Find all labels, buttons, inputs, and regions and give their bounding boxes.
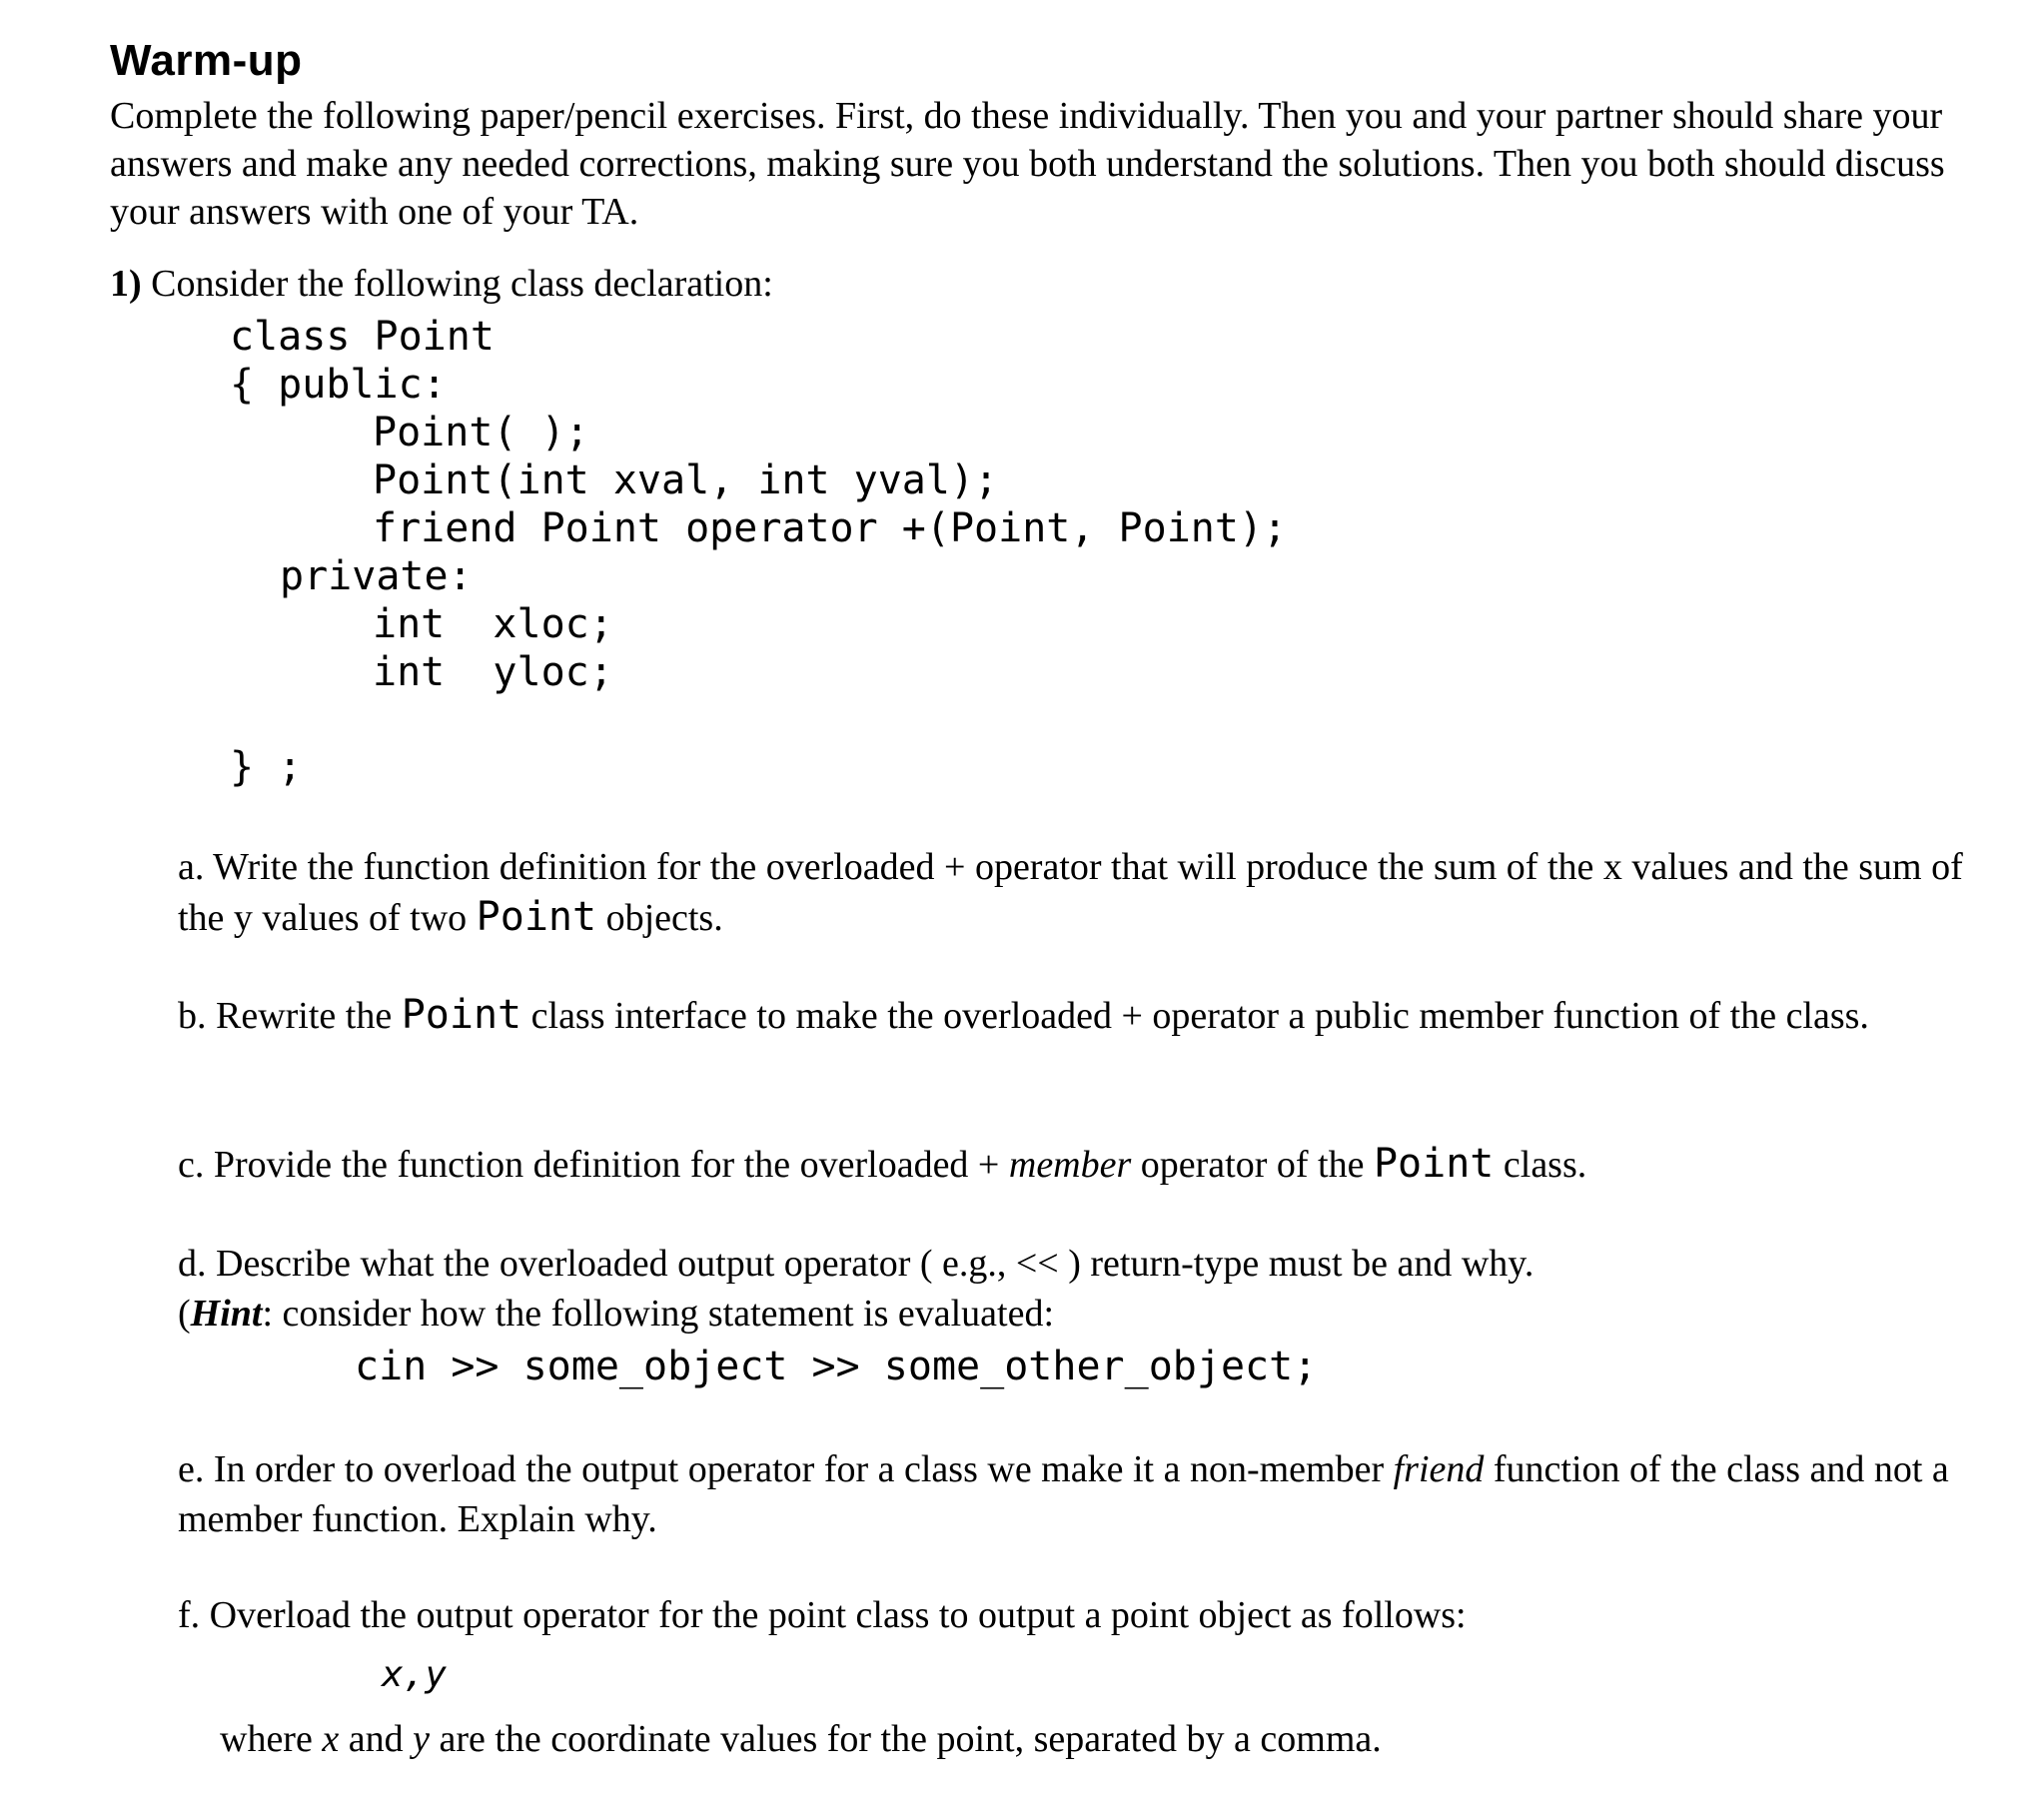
part-c-text-end: class. [1494,1144,1587,1186]
hint-open-paren: ( [178,1293,191,1335]
part-d [178,1239,1976,1339]
code-line-5: friend Point operator +(Point, Point); [373,505,1288,551]
part-d-text: d. Describe what the overloaded output operator ( e.g., << ) return-type must be and why. [178,1243,1534,1285]
part-b-text: b. Rewrite the [178,995,402,1037]
intro-paragraph: Complete the following paper/pencil exercises. First, do these individually. Then you and your partner should share your answers and make any needed corrections, making sure you both understand the solutions. Then you both should discuss your answers with one of your TA. [110,95,1945,233]
code-line-7: int xloc; [373,601,613,647]
part-a-text: a. Write the function definition for the overloaded + operator that will produce the sum of the x values and the sum of the y values of two [178,846,1963,939]
part-e-emphasis: friend [1393,1448,1485,1490]
part-f-format: x,y [382,1654,448,1695]
code-line-4: Point(int xval, int yval); [373,457,999,503]
where-text: where [220,1718,323,1760]
part-f [178,1590,1976,1640]
code-line-3: Point( ); [373,410,589,455]
code-line-9: } ; [230,744,303,790]
part-e [178,1444,1976,1544]
part-e-text-end: function of the class and not a member function. Explain why. [178,1448,1949,1540]
question-number: 1) [110,263,142,305]
part-d-code: cin >> some_object >> some_other_object; [355,1344,1318,1389]
part-f-where [220,1714,1382,1764]
where-y: y [413,1718,430,1760]
code-line-1: class Point [230,314,495,360]
part-f-text: f. Overload the output operator for the point class to output a point object as follows: [178,1594,1467,1636]
part-a [178,842,1976,943]
part-c-text: c. Provide the function definition for the overloaded + [178,1144,1009,1186]
part-c-emphasis: member [1008,1144,1132,1186]
hint-text: : consider how the following statement is evaluated: [262,1293,1054,1335]
part-b-code: Point [401,992,522,1038]
code-line-2: { public: [230,362,447,408]
page-title: Warm-up [110,36,303,85]
part-b [178,990,1976,1041]
part-a-code: Point [476,894,597,940]
where-and: and [339,1718,414,1760]
part-c [178,1139,1976,1190]
part-c-code: Point [1373,1141,1495,1187]
code-line-8: int yloc; [373,649,613,695]
code-line-6: private: [280,553,473,599]
question-1 [110,260,773,308]
part-d-hint [178,1289,1976,1339]
hint-label: Hint [190,1293,263,1335]
question-text: Consider the following class declaration: [151,263,773,305]
part-e-text: e. In order to overload the output operator for a class we make it a non-member [178,1448,1394,1490]
where-text-end: are the coordinate values for the point, separated by a comma. [429,1718,1382,1760]
part-a-text-end: objects. [596,897,723,939]
part-b-text-end: class interface to make the overloaded + operator a public member function of the class. [521,995,1869,1037]
part-c-text-mid: operator of the [1131,1144,1374,1186]
where-x: x [322,1718,340,1760]
